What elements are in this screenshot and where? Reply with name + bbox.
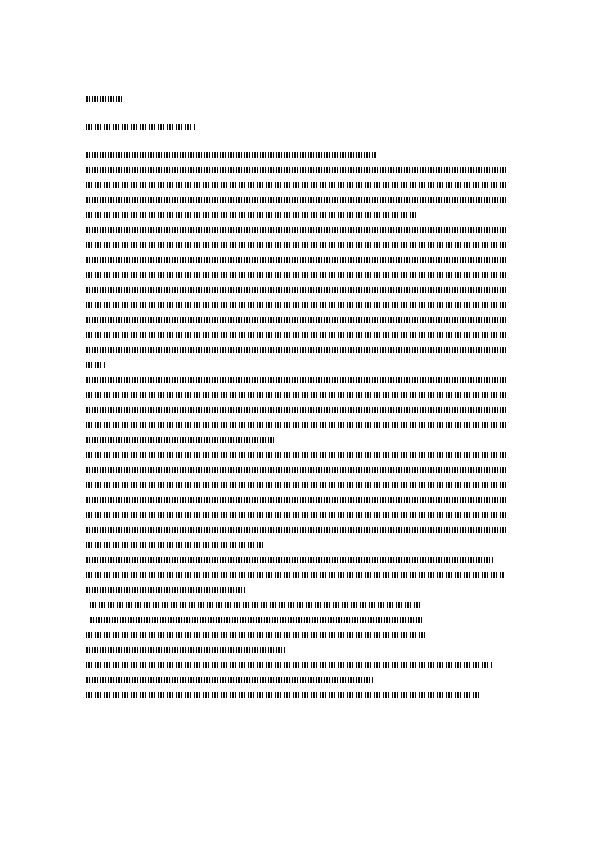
- text-line: [86, 692, 482, 698]
